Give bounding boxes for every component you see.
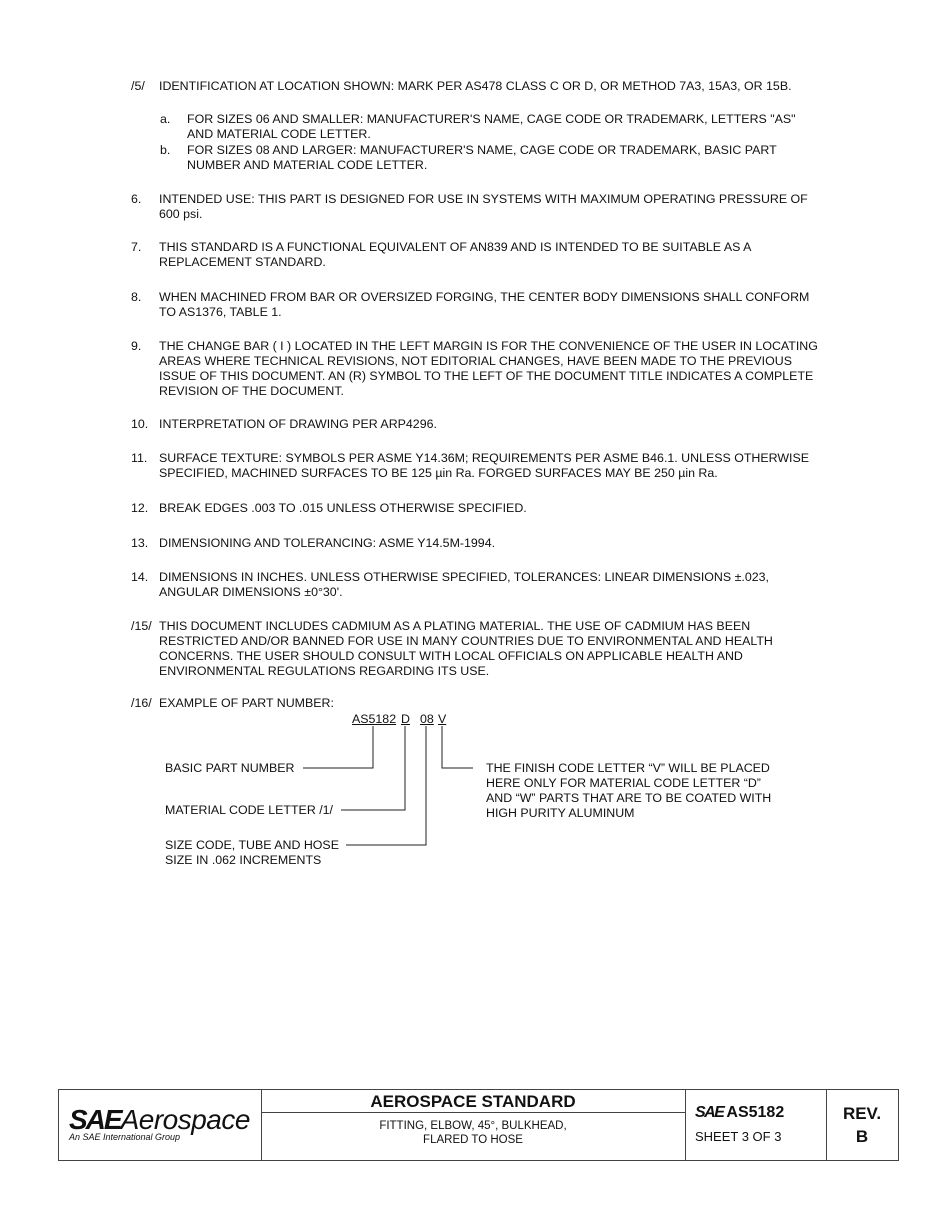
- label-size-code-1: SIZE CODE, TUBE AND HOSE: [165, 838, 339, 852]
- note-number: /15/: [131, 619, 152, 633]
- document-number: [695, 1104, 784, 1122]
- label-finish-4: HIGH PURITY ALUMINUM: [486, 806, 635, 820]
- note-text: BREAK EDGES .003 TO .015 UNLESS OTHERWISE SPECIFIED.: [159, 501, 527, 515]
- leader-basic: [303, 726, 373, 768]
- note-text: IDENTIFICATION AT LOCATION SHOWN: MARK PER AS478 CLASS C OR D, OR METHOD 7A3, 15A3, OR 15B.: [159, 79, 792, 93]
- rev-value: B: [855, 1127, 869, 1146]
- note-number: 11.: [131, 451, 148, 465]
- sub-number: a.: [160, 112, 171, 126]
- label-material-code: MATERIAL CODE LETTER /1/: [165, 803, 333, 817]
- sheet-number: SHEET 3 OF 3: [695, 1129, 782, 1144]
- note-text: THE CHANGE BAR ( I ) LOCATED IN THE LEFT MARGIN IS FOR THE CONVENIENCE OF THE USER IN LOCATING AREAS WHERE TECHNICAL REVISIONS, NOT EDITORIAL CHANGES, HAVE BEEN MADE TO THE PREVIOUS ISSUE OF THIS DOCUMENT. AN (R) SYMBOL TO THE LEFT OF THE DOCUMENT TITLE INDICATES A COMPLETE REVISION OF THE DOCUMENT.: [159, 339, 818, 398]
- standard-title: AEROSPACE STANDARD: [261, 1090, 685, 1113]
- note-text: WHEN MACHINED FROM BAR OR OVERSIZED FORGING, THE CENTER BODY DIMENSIONS SHALL CONFORM TO AS1376, TABLE 1.: [159, 290, 810, 319]
- note-text: INTENDED USE: THIS PART IS DESIGNED FOR USE IN SYSTEMS WITH MAXIMUM OPERATING PRESSURE OF 600 psi.: [159, 192, 808, 221]
- pn-size: 08: [420, 712, 434, 726]
- description-line-1: FITTING, ELBOW, 45°, BULKHEAD,: [379, 1120, 567, 1132]
- doc-number-text: AS5182: [726, 1104, 785, 1121]
- note-number: 13.: [131, 536, 149, 550]
- note-text: THIS DOCUMENT INCLUDES CADMIUM AS A PLATING MATERIAL. THE USE OF CADMIUM HAS BEEN RESTRICTED AND/OR BANNED FOR USE IN MANY COUNTRIES DUE TO ENVIRONMENTAL AND HEALTH CONCERNS. THE USER SHOULD CONSULT WITH LOCAL OFFICIALS ON APPLICABLE HEALTH AND ENVIRONMENTAL REGULATIONS REGARDING ITS USE.: [159, 619, 773, 678]
- note-number: 14.: [131, 570, 149, 584]
- note-number: /5/: [131, 79, 145, 93]
- logo-cell: [59, 1090, 262, 1160]
- revision-cell: [826, 1090, 898, 1160]
- note-number: 6.: [131, 192, 142, 206]
- note-number: 10.: [131, 417, 149, 431]
- label-finish-3: AND “W” PARTS THAT ARE TO BE COATED WITH: [486, 791, 772, 805]
- leader-material: [341, 726, 405, 810]
- note-text: EXAMPLE OF PART NUMBER:: [159, 696, 334, 710]
- label-size-code-2: SIZE IN .062 INCREMENTS: [165, 853, 322, 867]
- label-basic-part-number: BASIC PART NUMBER: [165, 761, 295, 775]
- note-text: INTERPRETATION OF DRAWING PER ARP4296.: [159, 417, 437, 431]
- label-finish-1: THE FINISH CODE LETTER “V” WILL BE PLACED: [486, 761, 770, 775]
- title-block: [58, 1089, 899, 1161]
- logo-tagline: An SAE International Group: [69, 1132, 181, 1142]
- pn-material: D: [401, 712, 410, 726]
- note-text: DIMENSIONS IN INCHES. UNLESS OTHERWISE SPECIFIED, TOLERANCES: LINEAR DIMENSIONS ±.023, ANGULAR DIMENSIONS ±0°30'.: [159, 570, 769, 599]
- standard-cell: [261, 1090, 686, 1160]
- sae-logo-small: SAE: [695, 1104, 724, 1121]
- sub-text: FOR SIZES 06 AND SMALLER: MANUFACTURER'S NAME, CAGE CODE OR TRADEMARK, LETTERS "AS" AND MATERIAL CODE LETTER.: [187, 112, 796, 141]
- note-text: THIS STANDARD IS A FUNCTIONAL EQUIVALENT OF AN839 AND IS INTENDED TO BE SUITABLE AS A REPLACEMENT STANDARD.: [159, 240, 751, 269]
- leader-finish: [442, 726, 473, 768]
- note-number: 9.: [131, 339, 142, 353]
- document-number-cell: [685, 1090, 827, 1160]
- sub-text: FOR SIZES 08 AND LARGER: MANUFACTURER'S NAME, CAGE CODE OR TRADEMARK, BASIC PART NUMBER AND MATERIAL CODE LETTER.: [187, 143, 777, 172]
- pn-basic: AS5182: [352, 712, 397, 726]
- standard-description: [261, 1119, 685, 1147]
- note-text: SURFACE TEXTURE: SYMBOLS PER ASME Y14.36M; REQUIREMENTS PER ASME B46.1. UNLESS OTHERWISE SPECIFIED, MACHINED SURFACES TO BE 125 µin Ra. FORGED SURFACES MAY BE 250 µin Ra.: [159, 451, 810, 480]
- label-finish-2: HERE ONLY FOR MATERIAL CODE LETTER “D”: [486, 776, 761, 790]
- logo-aerospace-text: Aerospace: [120, 1104, 250, 1135]
- logo-sae-text: SAE: [69, 1104, 121, 1135]
- description-line-2: FLARED TO HOSE: [423, 1134, 523, 1146]
- rev-label: REV.: [842, 1104, 882, 1123]
- note-number: 7.: [131, 240, 142, 254]
- leader-size: [346, 726, 426, 845]
- note-number: 12.: [131, 501, 149, 515]
- sub-number: b.: [160, 143, 171, 157]
- note-number: /16/: [131, 696, 152, 710]
- note-number: 8.: [131, 290, 142, 304]
- note-text: DIMENSIONING AND TOLERANCING: ASME Y14.5M-1994.: [159, 536, 496, 550]
- pn-finish: V: [438, 712, 447, 726]
